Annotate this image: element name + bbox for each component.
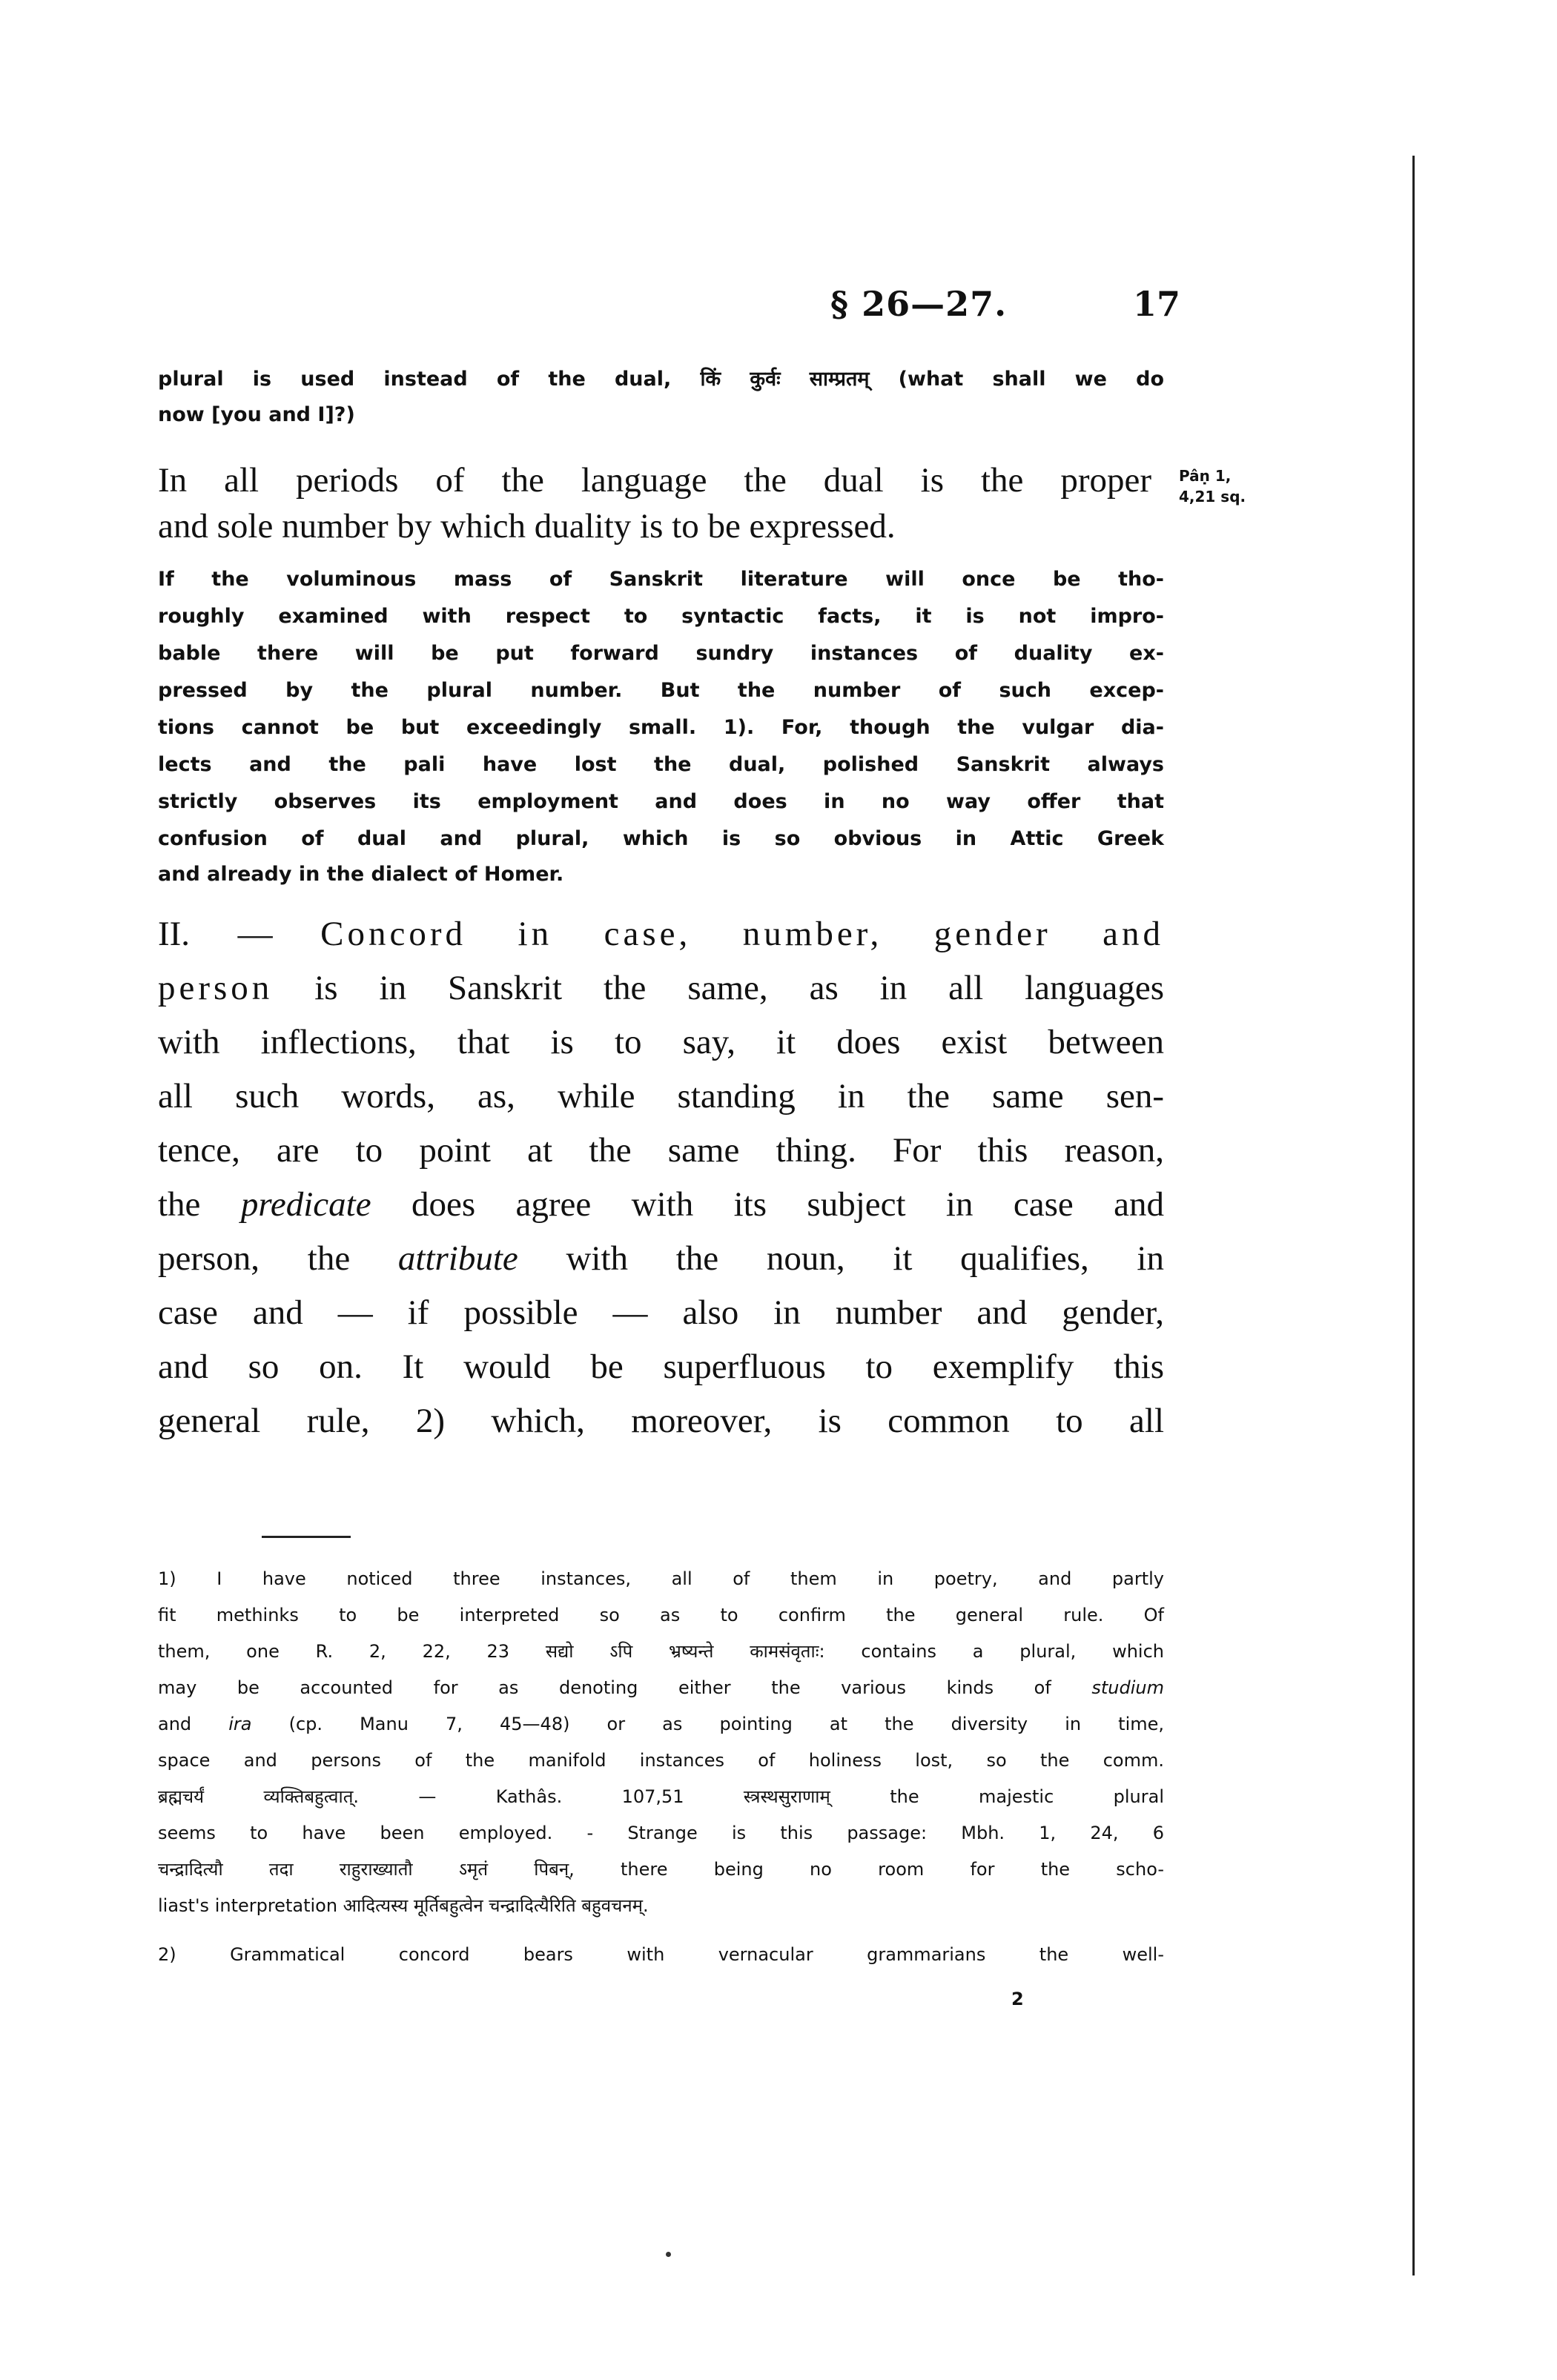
margin-note-line: Pâṇ 1,	[1179, 467, 1232, 485]
text-line: confusion of dual and plural, which is so obvious in Attic Greek	[158, 827, 1164, 850]
text-line: If the voluminous mass of Sanskrit literature will once be tho-	[158, 568, 1164, 591]
text-line: tence, are to point at the same thing. For this reason,	[158, 1131, 1164, 1170]
right-edge-rule	[1412, 156, 1415, 2275]
text-line: and so on. It would be superfluous to exemplify this	[158, 1348, 1164, 1386]
text-line: all such words, as, while standing in the same sen-	[158, 1077, 1164, 1116]
text-line: person, the attribute with the noun, it qualifies, in	[158, 1239, 1164, 1278]
text-line: general rule, 2) which, moreover, is common to all	[158, 1402, 1164, 1440]
italic-term: ira	[228, 1714, 252, 1734]
text-line: and already in the dialect of Homer.	[158, 863, 564, 886]
footnote-line: fit methinks to be interpreted so as to confirm the general rule. Of	[158, 1605, 1164, 1625]
text-line	[158, 912, 1164, 956]
section-number: II. —	[158, 915, 321, 953]
footnote-line: 1) I have noticed three instances, all of them in poetry, and partly	[158, 1568, 1164, 1589]
margin-note-line: 4,21 sq.	[1179, 488, 1246, 505]
text-line: plural is used instead of the dual, किं कुर्वः साम्प्रतम् (what shall we do	[158, 368, 1164, 391]
section-heading-cont: person	[158, 969, 274, 1007]
page-number: 17	[1133, 284, 1181, 324]
margin-note	[1179, 465, 1246, 507]
footnote-line: space and persons of the manifold instances of holiness lost, so the comm.	[158, 1750, 1164, 1771]
text-line: strictly observes its employment and does in no way offer that	[158, 790, 1164, 813]
footnote-line: liast's interpretation आदित्यस्य मूर्तिबहुत्वेन चन्द्रादित्यैरिति बहुवचनम्.	[158, 1895, 649, 1916]
text-line: with inflections, that is to say, it does exist between	[158, 1023, 1164, 1061]
text-line: bable there will be put forward sundry instances of duality ex-	[158, 642, 1164, 665]
ink-speck	[666, 2252, 671, 2257]
footnote-line: 2) Grammatical concord bears with vernacular grammarians the well-	[158, 1944, 1164, 1965]
footnote-line: and ira (cp. Manu 7, 45—48) or as pointing at the diversity in time,	[158, 1714, 1165, 1734]
text-line: now [you and I]?)	[158, 403, 355, 426]
text-line: the predicate does agree with its subject in case and	[158, 1185, 1165, 1224]
footnote-rule	[262, 1536, 351, 1538]
text-line: and sole number by which duality is to be expressed.	[158, 507, 896, 546]
italic-term: attribute	[397, 1239, 518, 1278]
italic-term: studium	[1091, 1677, 1164, 1698]
italic-term: predicate	[240, 1185, 371, 1224]
footnote-line: चन्द्रादित्यौ तदा राहुराख्यातौ ऽमृतं पिबन्, there being no room for the scho-	[158, 1859, 1164, 1880]
text-line: person is in Sanskrit the same, as in all languages	[158, 969, 1164, 1007]
footnote-line: may be accounted for as denoting either the various kinds of studium	[158, 1677, 1164, 1698]
text-line: roughly examined with respect to syntactic facts, it is not impro-	[158, 605, 1164, 628]
sheet-signature-mark: 2	[1011, 1989, 1024, 2009]
text-line: case and — if possible — also in number and gender,	[158, 1293, 1164, 1332]
text-line: tions cannot be but exceedingly small. 1). For, though the vulgar dia-	[158, 716, 1164, 739]
text-line: In all periods of the language the dual is the proper	[158, 461, 1151, 500]
text-line: lects and the pali have lost the dual, polished Sanskrit always	[158, 753, 1164, 776]
section-heading: Concord in case, number, gender and	[320, 915, 1164, 953]
running-head-section: § 26—27.	[830, 284, 1008, 324]
text-line: pressed by the plural number. But the number of such excep-	[158, 679, 1164, 702]
footnote-line: them, one R. 2, 22, 23 सद्यो ऽपि भ्रष्यन्ते कामसंवृताः: contains a plural, which	[158, 1641, 1164, 1662]
footnote-line: ब्रह्मचर्यं व्यक्तिबहुत्वात्. — Kathâs. 107,51 स्त्रस्थसुराणाम् the majestic plural	[158, 1786, 1164, 1807]
footnote-line: seems to have been employed. - Strange is this passage: Mbh. 1, 24, 6	[158, 1823, 1164, 1843]
